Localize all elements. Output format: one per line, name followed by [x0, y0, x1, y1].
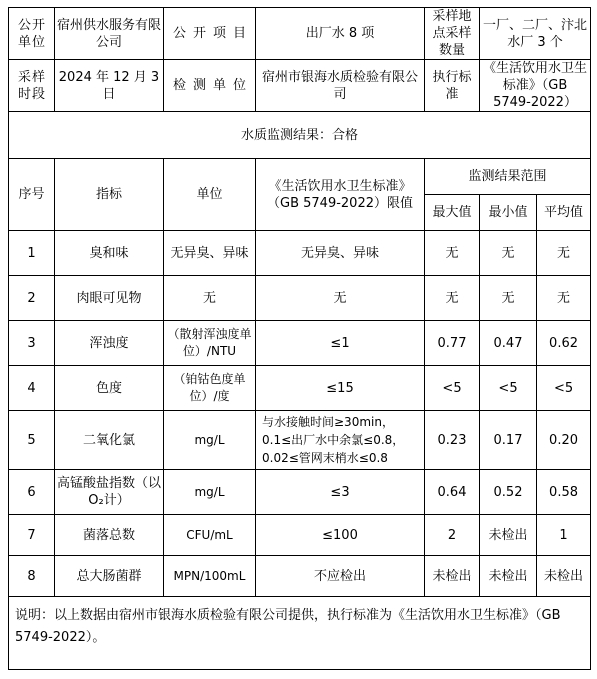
note-row — [9, 597, 591, 670]
row-unit: （铂钴色度单位）/度 — [164, 366, 256, 411]
row-max: 未检出 — [425, 556, 480, 597]
project-label: 公开项目 — [164, 8, 256, 60]
detect-label: 检测单位 — [164, 60, 256, 112]
row-max: 无 — [425, 276, 480, 321]
time-value: 2024 年 12 月 3 日 — [55, 60, 164, 112]
limit-line: 0.02≤管网末梢水≤0.8 — [262, 451, 388, 465]
row-limit: 无异臭、异味 — [256, 231, 425, 276]
row-limit: ≤3 — [256, 470, 425, 515]
row-max: 0.77 — [425, 321, 480, 366]
result-summary: 水质监测结果：合格 — [9, 112, 591, 159]
row-index: 2 — [9, 276, 55, 321]
table-row — [9, 231, 591, 276]
row-limit: ≤15 — [256, 366, 425, 411]
table-row — [9, 411, 591, 470]
limit-line: 与水接触时间≥30min， — [262, 415, 394, 429]
row-min: 0.17 — [480, 411, 537, 470]
row-max: <5 — [425, 366, 480, 411]
note-text: 说明：以上数据由宿州市银海水质检验有限公司提供，执行标准为《生活饮用水卫生标准》（GB 5749-2022）。 — [9, 597, 591, 670]
row-avg: 0.62 — [537, 321, 591, 366]
unit-value: 宿州供水服务有限公司 — [55, 8, 164, 60]
sample-value: 一厂、二厂、汴北水厂 3 个 — [480, 8, 591, 60]
col-indicator: 指标 — [55, 159, 164, 231]
row-indicator: 色度 — [55, 366, 164, 411]
standard-label: 执行标准 — [425, 60, 480, 112]
row-limit: ≤100 — [256, 515, 425, 556]
row-max: 0.64 — [425, 470, 480, 515]
row-avg: 0.20 — [537, 411, 591, 470]
row-min: <5 — [480, 366, 537, 411]
row-avg: 未检出 — [537, 556, 591, 597]
row-unit: （散射浑浊度单位）/NTU — [164, 321, 256, 366]
row-indicator: 总大肠菌群 — [55, 556, 164, 597]
row-index: 6 — [9, 470, 55, 515]
row-indicator: 肉眼可见物 — [55, 276, 164, 321]
row-avg: 无 — [537, 231, 591, 276]
row-min: 0.52 — [480, 470, 537, 515]
row-indicator: 二氧化氯 — [55, 411, 164, 470]
row-max: 0.23 — [425, 411, 480, 470]
col-index: 序号 — [9, 159, 55, 231]
table-row — [9, 321, 591, 366]
report-table — [8, 7, 591, 670]
row-limit: ≤1 — [256, 321, 425, 366]
row-min: 未检出 — [480, 556, 537, 597]
row-indicator: 高锰酸盐指数（以 O₂计） — [55, 470, 164, 515]
row-unit: mg/L — [164, 411, 256, 470]
row-avg: 0.58 — [537, 470, 591, 515]
row-unit: mg/L — [164, 470, 256, 515]
column-header-row-1 — [9, 159, 591, 195]
row-unit: CFU/mL — [164, 515, 256, 556]
header-row-1 — [9, 8, 591, 60]
col-unit: 单位 — [164, 159, 256, 231]
row-max: 无 — [425, 231, 480, 276]
row-indicator: 臭和味 — [55, 231, 164, 276]
time-label: 采样时段 — [9, 60, 55, 112]
result-summary-row — [9, 112, 591, 159]
row-limit — [256, 411, 425, 470]
detect-value: 宿州市银海水质检验有限公司 — [256, 60, 425, 112]
row-unit: 无异臭、异味 — [164, 231, 256, 276]
row-index: 7 — [9, 515, 55, 556]
col-range: 监测结果范围 — [425, 159, 591, 195]
row-index: 3 — [9, 321, 55, 366]
row-index: 1 — [9, 231, 55, 276]
row-min: 0.47 — [480, 321, 537, 366]
row-min: 无 — [480, 276, 537, 321]
table-row — [9, 556, 591, 597]
row-limit: 无 — [256, 276, 425, 321]
row-unit: 无 — [164, 276, 256, 321]
row-index: 5 — [9, 411, 55, 470]
table-row — [9, 470, 591, 515]
col-max: 最大值 — [425, 195, 480, 231]
table-row — [9, 515, 591, 556]
row-max: 2 — [425, 515, 480, 556]
row-avg: 无 — [537, 276, 591, 321]
row-indicator: 菌落总数 — [55, 515, 164, 556]
row-unit: MPN/100mL — [164, 556, 256, 597]
row-min: 无 — [480, 231, 537, 276]
unit-label: 公开单位 — [9, 8, 55, 60]
sample-label: 采样地点采样数量 — [425, 8, 480, 60]
col-avg: 平均值 — [537, 195, 591, 231]
limit-line: 0.1≤出厂水中余氯≤0.8， — [262, 433, 405, 447]
row-indicator: 浑浊度 — [55, 321, 164, 366]
row-min: 未检出 — [480, 515, 537, 556]
row-limit: 不应检出 — [256, 556, 425, 597]
table-row — [9, 366, 591, 411]
row-avg: 1 — [537, 515, 591, 556]
standard-value: 《生活饮用水卫生标准》（GB 5749-2022） — [480, 60, 591, 112]
table-row — [9, 276, 591, 321]
row-index: 8 — [9, 556, 55, 597]
row-avg: <5 — [537, 366, 591, 411]
water-quality-report — [8, 7, 590, 670]
col-min: 最小值 — [480, 195, 537, 231]
header-row-2 — [9, 60, 591, 112]
row-index: 4 — [9, 366, 55, 411]
project-value: 出厂水 8 项 — [256, 8, 425, 60]
col-limit: 《生活饮用水卫生标准》（GB 5749-2022）限值 — [256, 159, 425, 231]
